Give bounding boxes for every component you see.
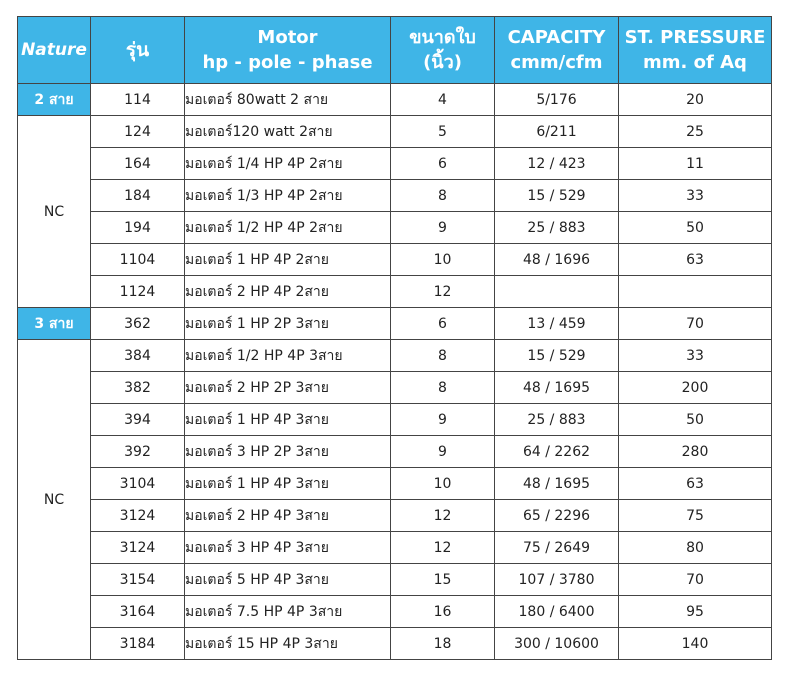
table-row — [18, 180, 772, 212]
blade-size-cell: 12 — [391, 276, 495, 308]
fan-spec-table — [17, 16, 772, 660]
header-capacity — [495, 17, 619, 84]
blade-size-cell: 9 — [391, 436, 495, 468]
motor-cell: มอเตอร์ 3 HP 2P 3สาย — [185, 436, 391, 468]
nature-cell: NC — [18, 340, 91, 660]
motor-cell: มอเตอร์ 80watt 2 สาย — [185, 84, 391, 116]
blade-size-cell: 6 — [391, 148, 495, 180]
header-blade-line2: (นิ้ว) — [423, 52, 462, 73]
header-motor-line2: hp - pole - phase — [202, 52, 373, 73]
blade-size-cell: 9 — [391, 212, 495, 244]
pressure-cell: 70 — [619, 564, 772, 596]
model-cell: 194 — [91, 212, 185, 244]
table-row — [18, 500, 772, 532]
pressure-cell: 95 — [619, 596, 772, 628]
group-label: 2 สาย — [18, 84, 91, 116]
motor-cell: มอเตอร์ 3 HP 4P 3สาย — [185, 532, 391, 564]
table-row — [18, 244, 772, 276]
capacity-cell: 25 / 883 — [495, 404, 619, 436]
header-motor-line1: Motor — [257, 27, 318, 48]
motor-cell: มอเตอร์ 5 HP 4P 3สาย — [185, 564, 391, 596]
capacity-cell: 48 / 1695 — [495, 372, 619, 404]
capacity-cell: 6/211 — [495, 116, 619, 148]
spec-table-container — [17, 16, 772, 660]
table-row — [18, 308, 772, 340]
model-cell: 3104 — [91, 468, 185, 500]
blade-size-cell: 15 — [391, 564, 495, 596]
table-row — [18, 372, 772, 404]
table-row — [18, 628, 772, 660]
pressure-cell: 11 — [619, 148, 772, 180]
pressure-cell: 280 — [619, 436, 772, 468]
motor-cell: มอเตอร์ 2 HP 2P 3สาย — [185, 372, 391, 404]
blade-size-cell: 18 — [391, 628, 495, 660]
table-row — [18, 276, 772, 308]
table-row — [18, 532, 772, 564]
model-cell: 384 — [91, 340, 185, 372]
table-row — [18, 116, 772, 148]
model-cell: 362 — [91, 308, 185, 340]
model-cell: 1124 — [91, 276, 185, 308]
motor-cell: มอเตอร์120 watt 2สาย — [185, 116, 391, 148]
nature-cell: NC — [18, 116, 91, 308]
pressure-cell: 33 — [619, 340, 772, 372]
model-cell: 392 — [91, 436, 185, 468]
motor-cell: มอเตอร์ 1/4 HP 4P 2สาย — [185, 148, 391, 180]
pressure-cell: 70 — [619, 308, 772, 340]
blade-size-cell: 8 — [391, 372, 495, 404]
blade-size-cell: 5 — [391, 116, 495, 148]
table-row — [18, 148, 772, 180]
table-row — [18, 596, 772, 628]
table-row — [18, 468, 772, 500]
blade-size-cell: 12 — [391, 532, 495, 564]
model-cell: 3164 — [91, 596, 185, 628]
model-cell: 394 — [91, 404, 185, 436]
pressure-cell: 63 — [619, 244, 772, 276]
motor-cell: มอเตอร์ 2 HP 4P 2สาย — [185, 276, 391, 308]
model-cell: 164 — [91, 148, 185, 180]
spec-table-body — [18, 84, 772, 660]
header-pressure-line1: ST. PRESSURE — [624, 27, 766, 48]
group-label: 3 สาย — [18, 308, 91, 340]
blade-size-cell: 8 — [391, 340, 495, 372]
capacity-cell: 180 / 6400 — [495, 596, 619, 628]
header-blade-size — [391, 17, 495, 84]
header-pressure — [619, 17, 772, 84]
table-row — [18, 84, 772, 116]
model-cell: 184 — [91, 180, 185, 212]
blade-size-cell: 12 — [391, 500, 495, 532]
motor-cell: มอเตอร์ 1 HP 4P 3สาย — [185, 404, 391, 436]
pressure-cell: 50 — [619, 404, 772, 436]
capacity-cell: 300 / 10600 — [495, 628, 619, 660]
pressure-cell: 25 — [619, 116, 772, 148]
table-row — [18, 436, 772, 468]
motor-cell: มอเตอร์ 7.5 HP 4P 3สาย — [185, 596, 391, 628]
pressure-cell: 50 — [619, 212, 772, 244]
blade-size-cell: 10 — [391, 468, 495, 500]
pressure-cell: 200 — [619, 372, 772, 404]
blade-size-cell: 9 — [391, 404, 495, 436]
motor-cell: มอเตอร์ 1 HP 4P 2สาย — [185, 244, 391, 276]
model-cell: 114 — [91, 84, 185, 116]
table-row — [18, 212, 772, 244]
model-cell: 3184 — [91, 628, 185, 660]
motor-cell: มอเตอร์ 15 HP 4P 3สาย — [185, 628, 391, 660]
header-motor — [185, 17, 391, 84]
model-cell: 3124 — [91, 500, 185, 532]
model-cell: 1104 — [91, 244, 185, 276]
pressure-cell: 20 — [619, 84, 772, 116]
table-row — [18, 404, 772, 436]
header-capacity-line2: cmm/cfm — [510, 52, 603, 73]
capacity-cell: 5/176 — [495, 84, 619, 116]
pressure-cell: 63 — [619, 468, 772, 500]
motor-cell: มอเตอร์ 1 HP 2P 3สาย — [185, 308, 391, 340]
blade-size-cell: 16 — [391, 596, 495, 628]
motor-cell: มอเตอร์ 1/2 HP 4P 3สาย — [185, 340, 391, 372]
table-row — [18, 340, 772, 372]
capacity-cell: 48 / 1695 — [495, 468, 619, 500]
pressure-cell: 80 — [619, 532, 772, 564]
pressure-cell: 33 — [619, 180, 772, 212]
capacity-cell: 13 / 459 — [495, 308, 619, 340]
blade-size-cell: 10 — [391, 244, 495, 276]
motor-cell: มอเตอร์ 2 HP 4P 3สาย — [185, 500, 391, 532]
model-cell: 3124 — [91, 532, 185, 564]
pressure-cell: 140 — [619, 628, 772, 660]
capacity-cell: 107 / 3780 — [495, 564, 619, 596]
blade-size-cell: 6 — [391, 308, 495, 340]
model-cell: 382 — [91, 372, 185, 404]
capacity-cell: 65 / 2296 — [495, 500, 619, 532]
capacity-cell: 75 / 2649 — [495, 532, 619, 564]
motor-cell: มอเตอร์ 1/3 HP 4P 2สาย — [185, 180, 391, 212]
header-nature: Nature — [18, 17, 91, 84]
capacity-cell: 48 / 1696 — [495, 244, 619, 276]
capacity-cell — [495, 276, 619, 308]
header-model: รุ่น — [91, 17, 185, 84]
motor-cell: มอเตอร์ 1 HP 4P 3สาย — [185, 468, 391, 500]
header-pressure-line2: mm. of Aq — [643, 52, 747, 73]
model-cell: 3154 — [91, 564, 185, 596]
capacity-cell: 12 / 423 — [495, 148, 619, 180]
table-row — [18, 564, 772, 596]
motor-cell: มอเตอร์ 1/2 HP 4P 2สาย — [185, 212, 391, 244]
header-blade-line1: ขนาดใบ — [409, 27, 476, 48]
pressure-cell — [619, 276, 772, 308]
blade-size-cell: 8 — [391, 180, 495, 212]
pressure-cell: 75 — [619, 500, 772, 532]
model-cell: 124 — [91, 116, 185, 148]
blade-size-cell: 4 — [391, 84, 495, 116]
header-capacity-line1: CAPACITY — [507, 27, 606, 48]
capacity-cell: 15 / 529 — [495, 340, 619, 372]
capacity-cell: 15 / 529 — [495, 180, 619, 212]
capacity-cell: 64 / 2262 — [495, 436, 619, 468]
capacity-cell: 25 / 883 — [495, 212, 619, 244]
header-row — [18, 17, 772, 84]
